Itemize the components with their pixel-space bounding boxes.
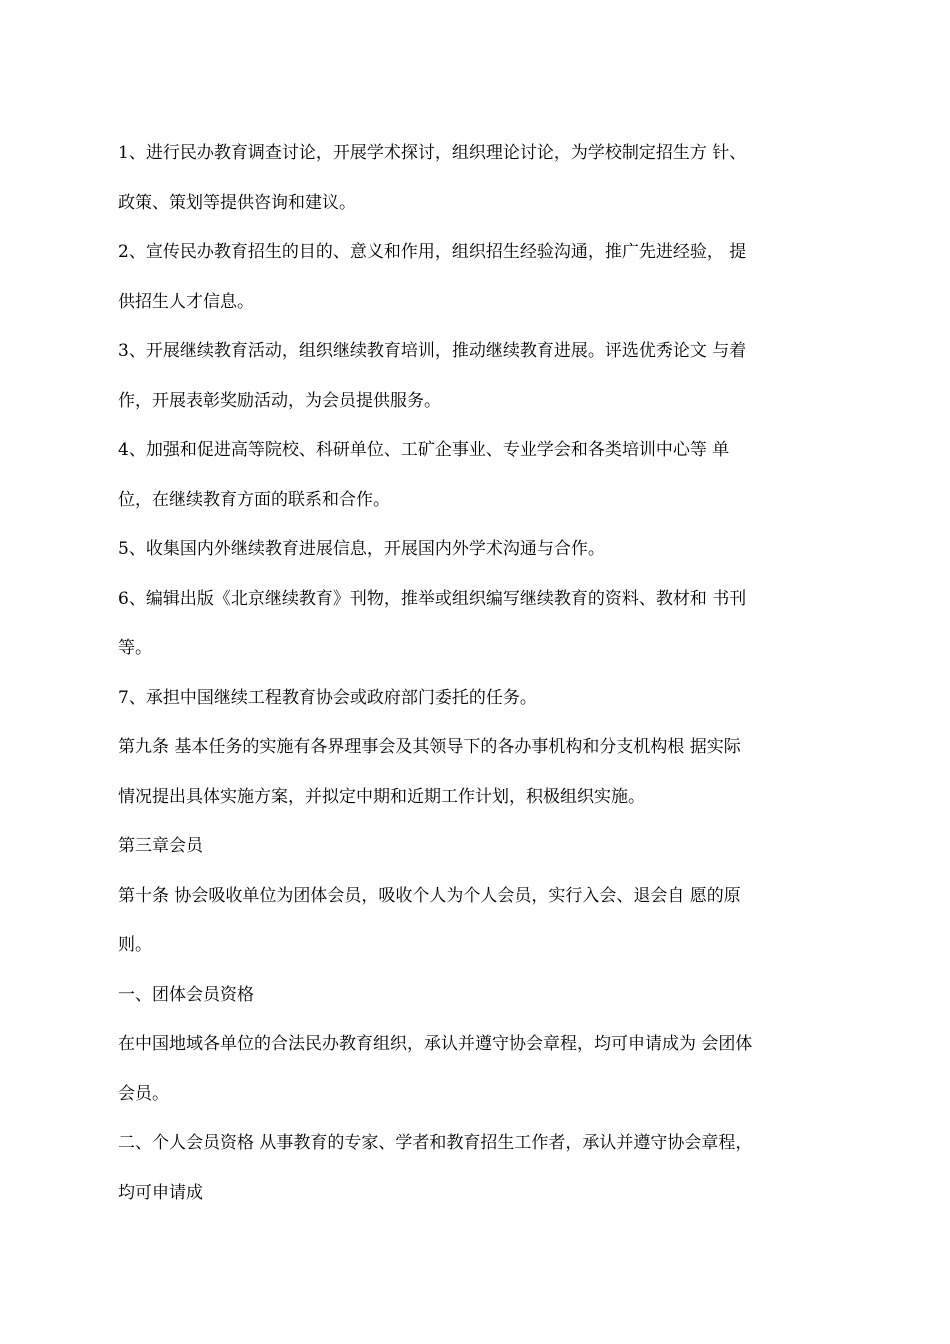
subsection-heading: 一、团体会员资格	[118, 984, 254, 1005]
text-line: 2、宣传民办教育招生的目的、意义和作用，组织招生经验沟通，推广先进经验， 提	[118, 242, 747, 262]
text-line: 7、承担中国继续工程教育协会或政府部门委托的任务。	[118, 687, 537, 708]
text-line: 1、进行民办教育调查讨论，开展学术探讨，组织理论讨论，为学校制定招生方 针、	[118, 143, 747, 163]
text-line: 6、编辑出版《北京继续教育》刊物，推举或组织编写继续教育的资料、教材和 书刊	[118, 588, 747, 609]
text-line: 均可申请成	[118, 1182, 203, 1203]
text-line: 情况提出具体实施方案，并拟定中期和近期工作计划，积极组织实施。	[118, 786, 645, 807]
text-line: 位，在继续教育方面的联系和合作。	[118, 489, 390, 510]
text-line: 等。	[118, 638, 152, 658]
text-line: 作，开展表彰奖励活动，为会员提供服务。	[118, 390, 441, 411]
text-line: 政策、策划等提供咨询和建议。	[118, 192, 356, 213]
text-line: 则。	[118, 935, 152, 955]
text-line: 第十条 协会吸收单位为团体会员，吸收个人为个人会员，实行入会、退会自 愿的原	[118, 885, 741, 906]
text-line: 在中国地域各单位的合法民办教育组织，承认并遵守协会章程，均可申请成为 会团体	[118, 1034, 753, 1054]
text-line: 3、开展继续教育活动，组织继续教育培训，推动继续教育进展。评选优秀论文 与着	[118, 341, 747, 361]
text-line: 4、加强和促进高等院校、科研单位、工矿企事业、专业学会和各类培训中心等 单	[118, 440, 730, 460]
text-line: 供招生人才信息。	[118, 291, 254, 312]
document-body	[118, 133, 834, 1222]
section-heading: 第三章会员	[118, 836, 203, 856]
text-line: 会员。	[118, 1083, 169, 1104]
text-line: 二、个人会员资格 从事教育的专家、学者和教育招生工作者，承认并遵守协会章程，	[118, 1133, 753, 1153]
text-line: 第九条 基本任务的实施有各界理事会及其领导下的各办事机构和分支机构根 据实际	[118, 737, 741, 757]
text-line: 5、收集国内外继续教育进展信息，开展国内外学术沟通与合作。	[118, 539, 605, 559]
